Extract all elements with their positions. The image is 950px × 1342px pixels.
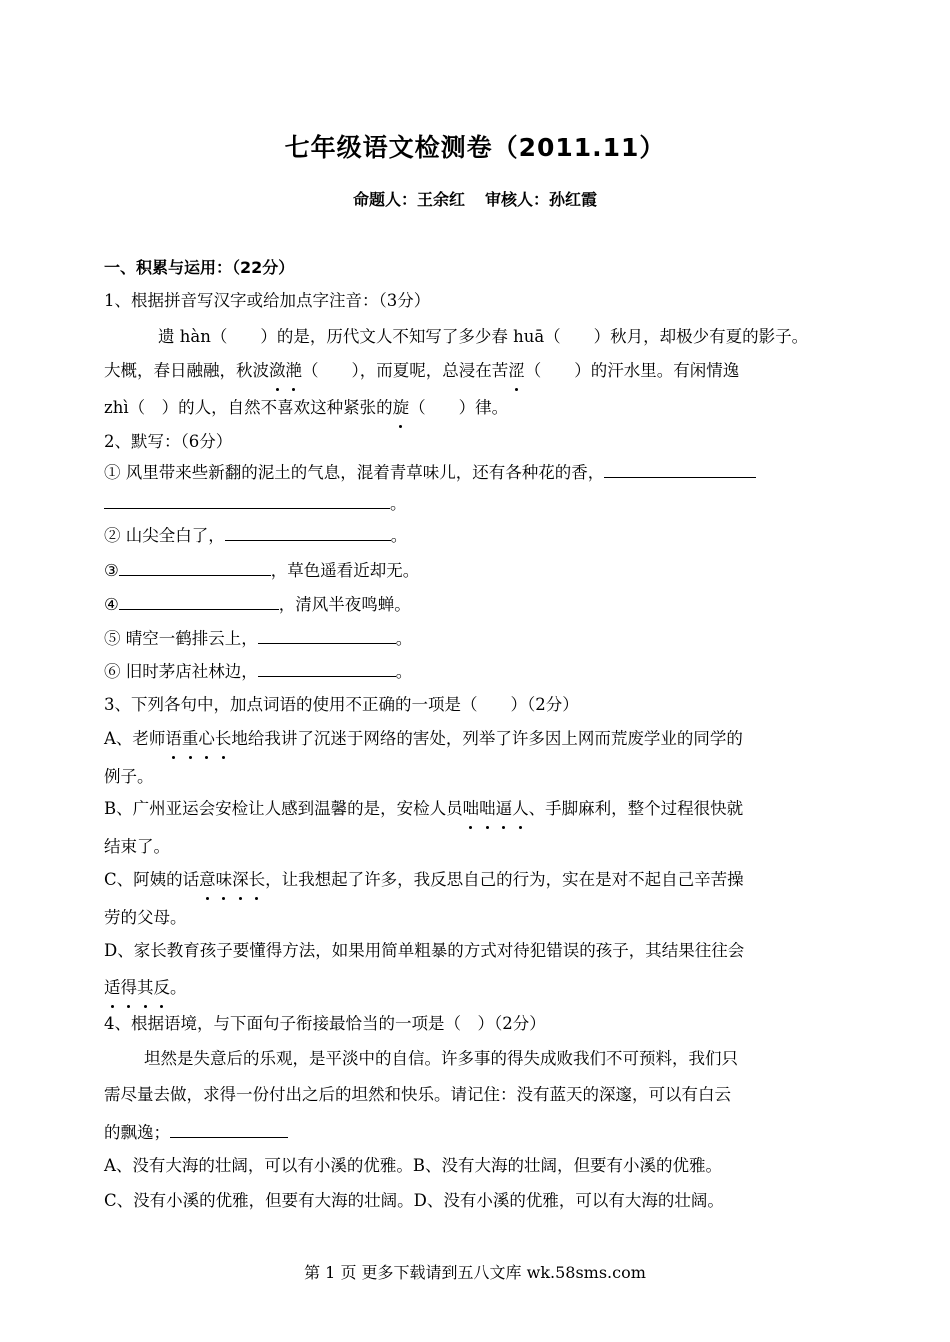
q4-options-ab: A、没有大海的壮阔，可以有小溪的优雅。B、没有大海的壮阔，但要有小溪的优雅。 (104, 1156, 723, 1175)
q1-line-2: 大概，春日融融，秋波潋滟（ ），而夏呢，总浸在苦涩（ ）的汗水里。有闲情逸 (104, 359, 739, 383)
dotted-char: 人 (512, 797, 529, 821)
q3-option-c-cont: 劳的父母。 (104, 908, 187, 927)
q4-passage-2: 需尽量去做，求得一份付出之后的坦然和快乐。请记住：没有蓝天的深邃，可以有白云 (104, 1085, 731, 1104)
reviewer-label: 审核人：孙红霞 (485, 190, 598, 209)
q2-stem: 2、默写：（6分） (104, 432, 233, 451)
answer-blank (119, 591, 279, 610)
q3-option-a-cont: 例子。 (104, 767, 154, 786)
answer-blank (170, 1119, 288, 1138)
answer-blank (225, 522, 391, 541)
q4-passage-3: 的飘逸； (104, 1119, 288, 1145)
dotted-char: 旋 (393, 396, 410, 420)
q3-option-a: A、老师语重心长地给我讲了沉迷于网络的害处，列举了许多因上网而荒废学业的同学的 (104, 727, 743, 751)
dotted-char: 其 (137, 976, 154, 1000)
dotted-char: 逼 (496, 797, 513, 821)
answer-blank (258, 625, 396, 644)
q1-line-1: 遗 hàn（ ）的是，历代文人不知写了多少春 huā（ ）秋月，却极少有夏的影子。 (158, 327, 809, 346)
page-footer: 第 1 页 更多下载请到五八文库 wk.58sms.com (304, 1263, 646, 1282)
dotted-char: 深 (232, 868, 249, 892)
dotted-char: 心 (198, 727, 215, 751)
dotted-char: 滟 (286, 359, 303, 383)
q2-item-3: ③ ，草色遥看近却无。 (104, 557, 419, 583)
q2-item-1: ① 风里带来些新翻的泥土的气息，混着青草味儿，还有各种花的香， (104, 459, 756, 485)
q4-passage-1: 坦然是失意后的乐观，是平淡中的自信。许多事的得失成败我们不可预料，我们只 (144, 1049, 738, 1068)
q2-item-2: ② 山尖全白了， 。 (104, 522, 407, 548)
authors-line (0, 187, 950, 210)
answer-blank (104, 490, 390, 509)
q2-item-5: ⑤ 晴空一鹤排云上， 。 (104, 625, 412, 651)
q4-options-cd: C、没有小溪的优雅，但要有大海的壮阔。D、没有小溪的优雅，可以有大海的壮阔。 (104, 1191, 724, 1210)
dotted-char: 得 (121, 976, 138, 1000)
q1-stem: 1、根据拼音写汉字或给加点字注音：（3分） (104, 291, 431, 310)
q3-option-d: D、家长教育孩子要懂得方法，如果用简单粗暴的方式对待犯错误的孩子，其结果往往会 (104, 941, 745, 960)
q4-stem: 4、根据语境，与下面句子衔接最恰当的一项是（ ）（2分） (104, 1014, 546, 1033)
page-title: 七年级语文检测卷（2011.11） (284, 133, 666, 162)
dotted-char: 涩 (508, 359, 525, 383)
q2-item-1-cont: 。 (104, 490, 407, 516)
dotted-char: 适 (104, 976, 121, 1000)
dotted-char: 潋 (269, 359, 286, 383)
answer-blank (258, 658, 396, 677)
dotted-char: 语 (165, 727, 182, 751)
dotted-char: 味 (216, 868, 233, 892)
setter-label: 命题人：王余红 (352, 190, 465, 209)
section-heading: 一、积累与运用：（22分） (104, 258, 295, 277)
dotted-char: 长 (249, 868, 266, 892)
q3-option-b: B、广州亚运会安检让人感到温馨的是，安检人员咄咄逼人、手脚麻利，整个过程很快就 (104, 797, 743, 821)
q2-item-6: ⑥ 旧时茅店社林边， 。 (104, 658, 412, 684)
q2-item-4: ④ ，清风半夜鸣蝉。 (104, 591, 411, 617)
q1-line-3: zhì（ ）的人，自然不喜欢这种紧张的旋（ ）律。 (104, 396, 508, 420)
dotted-char: 意 (199, 868, 216, 892)
answer-blank (604, 459, 756, 478)
answer-blank (119, 557, 271, 576)
dotted-char: 长 (215, 727, 232, 751)
dotted-char: 重 (182, 727, 199, 751)
dotted-char: 咄 (479, 797, 496, 821)
q3-option-d-cont: 适得其反。 (104, 976, 187, 1000)
dotted-char: 反 (154, 976, 171, 1000)
q3-stem: 3、下列各句中，加点词语的使用不正确的一项是（ ）（2分） (104, 695, 579, 714)
dotted-char: 咄 (463, 797, 480, 821)
q3-option-b-cont: 结束了。 (104, 837, 170, 856)
q3-option-c: C、阿姨的话意味深长，让我想起了许多，我反思自己的行为，实在是对不起自己辛苦操 (104, 868, 744, 892)
